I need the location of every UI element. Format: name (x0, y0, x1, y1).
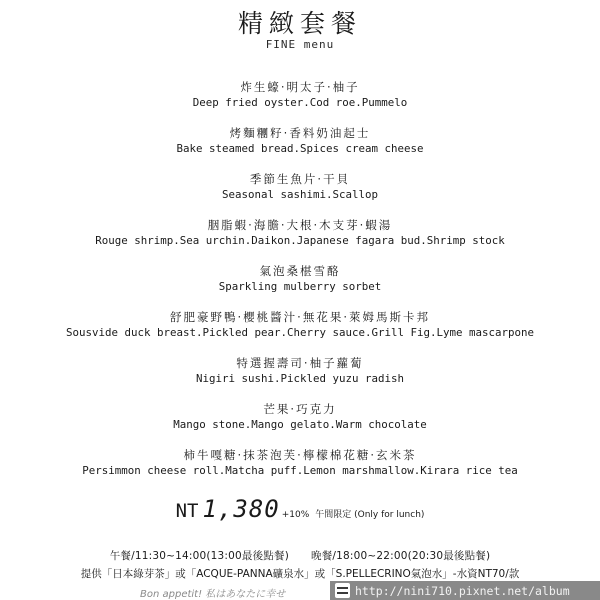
menu-subtitle: FINE menu (265, 38, 335, 51)
course-item (0, 263, 600, 309)
price-amount: 1,380 (202, 495, 280, 523)
course-name-zh: 烤麵糰籽·香料奶油起士 (229, 126, 371, 140)
course-name-en: Mango stone.Mango gelato.Warm chocolate (173, 418, 427, 431)
watermark-banner (330, 581, 600, 600)
watermark-url: http://nini710.pixnet.net/album (355, 583, 570, 598)
course-item (0, 217, 600, 263)
course-name-zh: 季節生魚片·干貝 (249, 172, 351, 186)
course-item (0, 79, 600, 125)
course-name-en: Bake steamed bread.Spices cream cheese (176, 142, 424, 155)
course-item (0, 355, 600, 401)
course-name-en: Nigiri sushi.Pickled yuzu radish (195, 372, 404, 385)
opening-hours (0, 548, 600, 563)
course-item (0, 309, 600, 355)
price-note: 午間限定 (Only for lunch) (315, 510, 425, 520)
watermark-logo-icon (335, 583, 350, 598)
dinner-hours: 晚餐/18:00~22:00(20:30最後點餐) (311, 550, 491, 562)
course-name-zh: 柿牛嘎糖·抹茶泡芙·檸檬棉花糖·玄米茶 (183, 448, 417, 462)
price-line (0, 495, 600, 523)
course-item (0, 171, 600, 217)
price-service-charge: +10% (281, 510, 310, 520)
drinks-note: 提供「日本綠芽茶」或「ACQUE-PANNA礦泉水」或「S.PELLECRINO氣泡水」-水資NT70/款 (80, 568, 520, 580)
course-name-en: Seasonal sashimi.Scallop (221, 188, 378, 201)
course-name-en: Deep fried oyster.Cod roe.Pummelo (192, 96, 408, 109)
course-name-zh: 炸生蠔·明太子·柚子 (240, 80, 360, 94)
course-name-zh: 舒肥豪野鴨·櫻桃醬汁·無花果·萊姆馬斯卡邦 (170, 310, 430, 324)
course-list (0, 79, 600, 493)
lunch-hours: 午餐/11:30~14:00(13:00最後點餐) (109, 550, 289, 562)
course-name-zh: 胭脂蝦·海膽·大根·木支芽·蝦湯 (207, 218, 393, 232)
course-item (0, 447, 600, 493)
course-item (0, 401, 600, 447)
closing-note: Bon appetit! 私はあなたに幸せ (140, 589, 286, 600)
course-name-en: Rouge shrimp.Sea urchin.Daikon.Japanese fagara bud.Shrimp stock (95, 234, 505, 247)
course-name-zh: 氣泡桑椹雪酪 (259, 264, 341, 278)
course-name-en: Sparkling mulberry sorbet (218, 280, 382, 293)
price-currency: NT (175, 500, 199, 522)
course-name-zh: 特選握壽司·柚子蘿蔔 (236, 356, 364, 370)
menu-title: 精緻套餐 (237, 9, 362, 38)
course-name-en: Sousvide duck breast.Pickled pear.Cherry sauce.Grill Fig.Lyme mascarpone (65, 326, 535, 339)
course-item (0, 125, 600, 171)
course-name-en: Persimmon cheese roll.Matcha puff.Lemon marshmallow.Kirara rice tea (82, 464, 518, 477)
course-name-zh: 芒果·巧克力 (263, 402, 337, 416)
